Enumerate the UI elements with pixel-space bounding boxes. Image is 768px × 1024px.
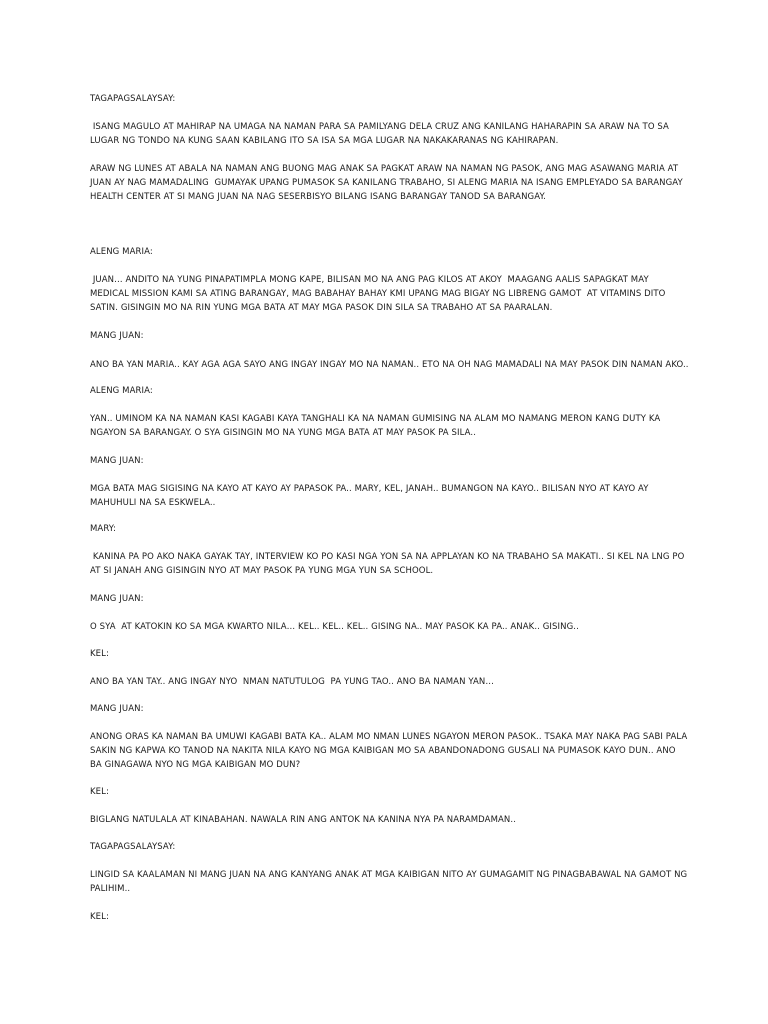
- speaker-label: KEL:: [90, 787, 109, 797]
- narration-paragraph: ISANG MAGULO AT MAHIRAP NA UMAGA NA NAMAN PARA SA PAMILYANG DELA CRUZ ANG KANILANG HAHARAPIN SA ARAW NA TO SA LUGAR NG TONDO NA KUNG SAAN KABILANG ITO SA ISA SA MGA LUGAR NA NAKAKARANAS NG KAHIRAPAN.: [90, 122, 672, 146]
- dialogue-paragraph: ANONG ORAS KA NAMAN BA UMUWI KAGABI BATA KA.. ALAM MO NMAN LUNES NGAYON MERON PASOK.. TSAKA MAY NAKA PAG SABI PALA SAKIN NG KAPWA KO TANOD NA NAKITA NILA KAYO NG MGA KAIBIGAN MO SA ABANDONADONG GUSALI NA PUMASOK KAYO DUN.. ANO BA GINAGAWA NYO NG MGA KAIBIGAN MO DUN?: [90, 732, 691, 770]
- dialogue-paragraph: KANINA PA PO AKO NAKA GAYAK TAY, INTERVIEW KO PO KASI NGA YON SA NA APPLAYAN KO NA TRABAHO SA MAKATI.. SI KEL NA LNG PO AT SI JANAH ANG GISINGIN NYO AT MAY PASOK PA YUNG MGA YUN SA SCHOOL.: [90, 552, 688, 576]
- dialogue-paragraph: ANO BA YAN MARIA.. KAY AGA AGA SAYO ANG INGAY INGAY MO NA NAMAN.. ETO NA OH NAG MAMADALI NA MAY PASOK DIN NAMAN AKO..: [90, 360, 689, 370]
- speaker-label: KEL:: [90, 649, 109, 659]
- dialogue-paragraph: MGA BATA MAG SIGISING NA KAYO AT KAYO AY PAPASOK PA.. MARY, KEL, JANAH.. BUMANGON NA KAYO.. BILISAN NYO AT KAYO AY MAHUHULI NA SA ESKWELA..: [90, 484, 652, 508]
- speaker-label: MANG JUAN:: [90, 594, 144, 604]
- speaker-label: MANG JUAN:: [90, 331, 144, 341]
- dialogue-paragraph: O SYA AT KATOKIN KO SA MGA KWARTO NILA… KEL.. KEL.. KEL.. GISING NA.. MAY PASOK KA PA.. ANAK.. GISING..: [90, 622, 579, 632]
- speaker-label: TAGAPAGSALAYSAY:: [90, 94, 176, 104]
- speaker-label: TAGAPAGSALAYSAY:: [90, 842, 176, 852]
- speaker-label: KEL:: [90, 912, 109, 922]
- speaker-label: MANG JUAN:: [90, 704, 144, 714]
- dialogue-paragraph: BIGLANG NATULALA AT KINABAHAN. NAWALA RIN ANG ANTOK NA KANINA NYA PA NARAMDAMAN..: [90, 815, 516, 825]
- narration-paragraph: LINGID SA KAALAMAN NI MANG JUAN NA ANG KANYANG ANAK AT MGA KAIBIGAN NITO AY GUMAGAMIT NG PINAGBABAWAL NA GAMOT NG PALIHIM..: [90, 870, 691, 894]
- dialogue-paragraph: ANO BA YAN TAY.. ANG INGAY NYO NMAN NATUTULOG PA YUNG TAO.. ANO BA NAMAN YAN…: [90, 677, 494, 687]
- speaker-label: MANG JUAN:: [90, 456, 144, 466]
- speaker-label: ALENG MARIA:: [90, 386, 153, 396]
- speaker-label: ALENG MARIA:: [90, 247, 153, 257]
- dialogue-paragraph: YAN.. UMINOM KA NA NAMAN KASI KAGABI KAYA TANGHALI KA NA NAMAN GUMISING NA ALAM MO NAMANG MERON KANG DUTY KA NGAYON SA BARANGAY. O SYA GISINGIN MO NA YUNG MGA BATA AT MAY PASOK PA SILA..: [90, 414, 664, 438]
- narration-paragraph: ARAW NG LUNES AT ABALA NA NAMAN ANG BUONG MAG ANAK SA PAGKAT ARAW NA NAMAN NG PASOK, ANG MAG ASAWANG MARIA AT JUAN AY NAG MAMADALING GUMAYAK UPANG PUMASOK SA KANILANG TRABAHO, SI ALENG MARIA NA ISANG EMPLEYADO SA BARANGAY HEALTH CENTER AT SI MANG JUAN NA NAG SESERBISYO BILANG ISANG BARANGAY TANOD SA BARANGAY.: [90, 164, 686, 202]
- speaker-label: MARY:: [90, 524, 116, 534]
- dialogue-paragraph: JUAN… ANDITO NA YUNG PINAPATIMPLA MONG KAPE, BILISAN MO NA ANG PAG KILOS AT AKOY MAAGANG AALIS SAPAGKAT MAY MEDICAL MISSION KAMI SA ATING BARANGAY, MAG BABAHAY BAHAY KMI UPANG MAG BIGAY NG LIBRENG GAMOT AT VITAMINS DITO SATIN. GISINGIN MO NA RIN YUNG MGA BATA AT MAY MGA PASOK DIN SILA SA TRABAHO AT SA PAARALAN.: [90, 275, 669, 313]
